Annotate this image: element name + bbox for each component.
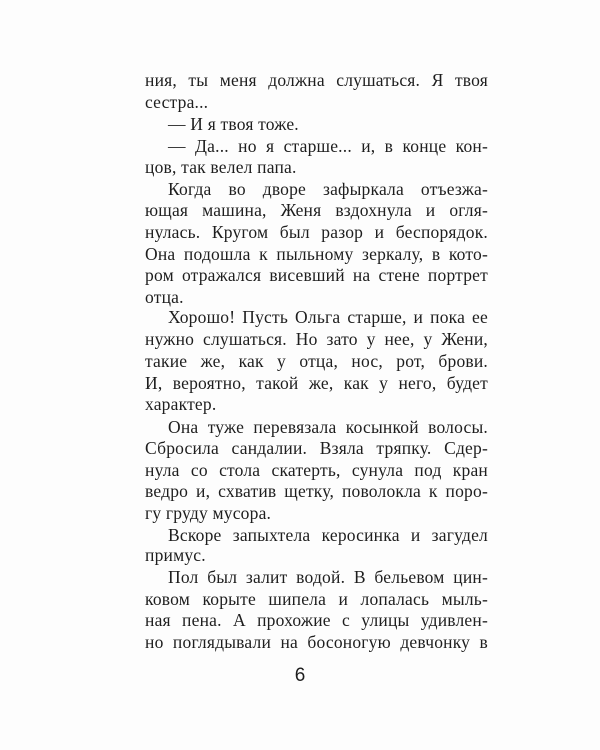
text-line: — И я твоя тоже. — [168, 114, 299, 134]
text-line: Когда во дворе зафыркала отъезжа- — [168, 179, 488, 199]
text-line: — Да... но я старше... и, в конце кон- — [168, 136, 488, 156]
text-line: Сбросила сандалии. Взяла тряпку. Сдер- — [145, 438, 488, 458]
text-line: нужно слушаться. Но зато у нее, у Жени, — [145, 329, 488, 349]
text-line: ведро и, схватив щетку, поволокла к поро- — [145, 481, 488, 501]
text-line: такие же, как у отца, нос, рот, брови. — [145, 351, 488, 371]
text-line: отца. — [145, 287, 184, 307]
page-number: 6 — [294, 665, 306, 686]
text-line: цов, так велел папа. — [145, 157, 297, 177]
text-line: но поглядывали на босоногую девчонку в — [145, 632, 488, 652]
text-line: Пол был залит водой. В бельевом цин- — [168, 567, 488, 587]
text-line: ния, ты меня должна слушаться. Я твоя — [145, 70, 488, 90]
text-line: сестра... — [145, 92, 209, 112]
text-line: Она туже перевязала косынкой волосы. — [168, 417, 488, 437]
text-line: характер. — [145, 394, 217, 414]
text-line: ющая машина, Женя вздохнула и огля- — [145, 200, 488, 220]
text-line: нула со стола скатерть, сунула под кран — [145, 460, 488, 480]
text-line: гу груду мусора. — [145, 503, 272, 523]
text-line: И, вероятно, такой же, как у него, будет — [145, 373, 488, 393]
text-line: ром отражался висевший на стене портрет — [145, 265, 488, 285]
text-line: Вскоре запыхтела керосинка и загудел — [168, 525, 488, 545]
text-line: Она подошла к пыльному зеркалу, в кото- — [145, 244, 488, 264]
text-line: Хорошо! Пусть Ольга старше, и пока ее — [168, 307, 488, 327]
text-line: примус. — [145, 545, 206, 565]
text-line: нулась. Кругом был разор и беспорядок. — [145, 222, 488, 242]
text-line: ная пена. А прохожие с улицы удивлен- — [145, 610, 488, 630]
text-line: ковом корыте шипела и лопалась мыль- — [145, 589, 488, 609]
